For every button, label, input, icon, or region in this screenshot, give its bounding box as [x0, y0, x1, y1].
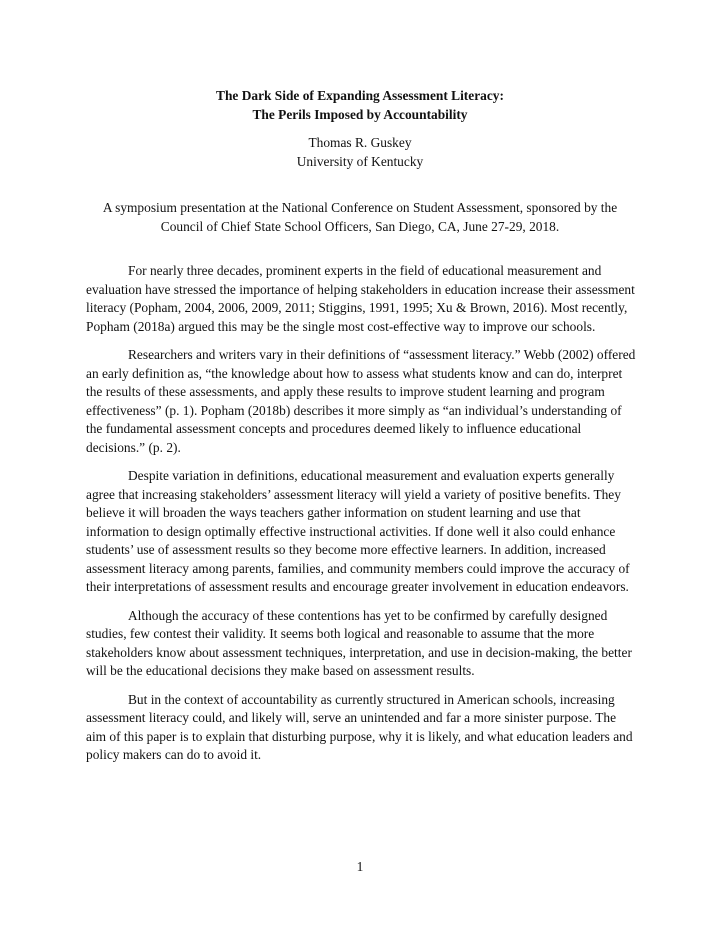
author-block	[0, 134, 720, 171]
title-line-2: The Perils Imposed by Accountability	[252, 106, 468, 122]
paragraph: But in the context of accountability as currently structured in American schools, increasing assessment literacy could, and likely will, serve an unintended and far a more sinister purpose. The aim of this paper is to explain that disturbing purpose, why it is likely, and what education leaders and policy makers can do to avoid it.	[86, 691, 633, 762]
page-number: 1	[356, 859, 364, 874]
paragraph: Although the accuracy of these contentions has yet to be confirmed by carefully designed studies, few contest their validity. It seems both logical and reasonable to assume that the more stakeholders know about assessment techniques, interpretation, and use in decision-making, the better will be the educational decisions they make based on assessment results.	[86, 607, 632, 678]
symposium-note: A symposium presentation at the National Conference on Student Assessment, sponsored by the Council of Chief State School Officers, San Diego, CA, June 27-29, 2018.	[102, 200, 618, 234]
body-text	[86, 262, 636, 775]
author-affiliation: University of Kentucky	[296, 153, 424, 169]
paragraph: Researchers and writers vary in their definitions of “assessment literacy.” Webb (2002) offered an early definition as, “the knowledge about how to assess what students know and can do, interpret the results of these assessments, and apply these results to improve student learning and program effectiveness” (p. 1). Popham (2018b) describes it more simply as “an individual’s understanding of the fundamental assessment concepts and procedures deemed likely to influence educational decisions.” (p. 2).	[86, 347, 636, 455]
paper-title	[0, 87, 720, 124]
paragraph: For nearly three decades, prominent experts in the field of educational measurement and evaluation have stressed the importance of helping stakeholders in education increase their assessment literacy (Popham, 2004, 2006, 2009, 2011; Stiggins, 1991, 1995; Xu & Brown, 2016). Most recently, Popham (2018a) argued this may be the single most cost-effective way to improve our schools.	[86, 263, 635, 334]
title-line-1: The Dark Side of Expanding Assessment Literacy:	[216, 88, 504, 103]
paragraph: Despite variation in definitions, educational measurement and evaluation experts generally agree that increasing stakeholders’ assessment literacy will yield a variety of positive benefits. They believe it will broaden the ways teachers gather information on student learning and use that information to design optimally effective instructional activities. If done well it also could enhance students’ use of assessment results so they become more effective learners. In addition, increased assessment literacy among parents, families, and community members could improve the accuracy of their interpretations of assessment results and encourage greater involvement in education endeavors.	[86, 468, 630, 594]
author-name: Thomas R. Guskey	[308, 135, 412, 150]
